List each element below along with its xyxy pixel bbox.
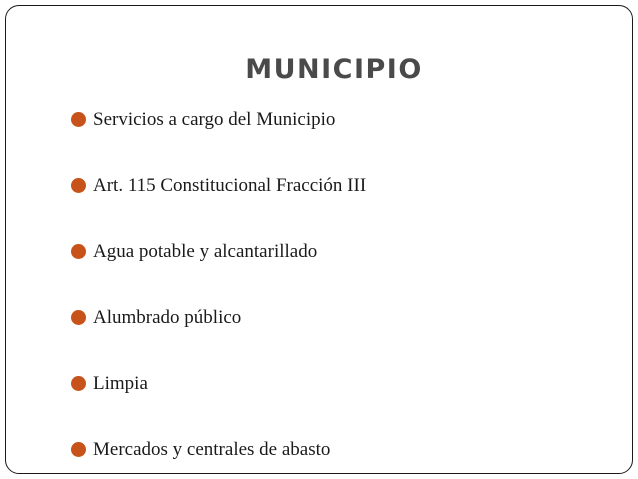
bullet-text: Limpia <box>93 373 148 394</box>
list-item <box>71 170 366 236</box>
list-item <box>71 368 366 434</box>
bullet-dot-icon <box>71 442 86 457</box>
bullet-text: Agua potable y alcantarillado <box>93 241 318 262</box>
bullet-dot-icon <box>71 376 86 391</box>
bullet-text: Alumbrado público <box>93 307 242 328</box>
bullet-text: Mercados y centrales de abasto <box>93 439 331 460</box>
list-item <box>71 236 366 302</box>
bullet-dot-icon <box>71 178 86 193</box>
list-item <box>71 434 366 479</box>
bullet-dot-icon <box>71 310 86 325</box>
list-item <box>71 302 366 368</box>
bullet-dot-icon <box>71 112 86 127</box>
list-item <box>71 104 366 170</box>
bullet-text: Servicios a cargo del Municipio <box>93 109 336 130</box>
slide-title: MUNICIPIO <box>245 54 423 85</box>
bullet-dot-icon <box>71 244 86 259</box>
bullet-list <box>71 104 366 479</box>
bullet-text: Art. 115 Constitucional Fracción III <box>93 175 367 196</box>
